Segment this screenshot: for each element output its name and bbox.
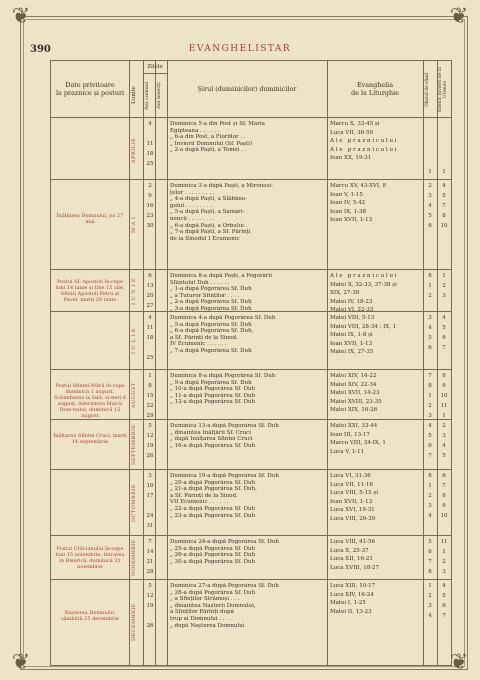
day-number: 25 xyxy=(146,160,154,167)
tone-number: 8 xyxy=(428,473,432,479)
sunday-name: trup ai Domnului . . . . xyxy=(170,616,232,622)
corner-ornament-icon: ❦ xyxy=(11,4,31,29)
gospel-reading: XIX, 27-30 xyxy=(330,290,360,297)
tone-number: 6 xyxy=(428,548,432,555)
month-label: AUGUST xyxy=(131,382,137,408)
day-number: 9 xyxy=(148,192,152,199)
resurrection-gospel-number: 5 xyxy=(442,592,446,599)
day-number: 15 xyxy=(146,392,154,399)
tone-number: 1 xyxy=(428,392,432,399)
resurrection-gospel-number: 5 xyxy=(442,192,446,199)
day-number: 4 xyxy=(148,121,152,127)
feast-note: Înălțarea Domnului, joi 27 mai xyxy=(56,213,124,225)
sunday-name: „ 3-a după Pogorârea Sf. Duh xyxy=(170,306,252,312)
sunday-name: „ 6-a după Pogorârea Sf. Duh, xyxy=(170,328,254,335)
day-number: 5 xyxy=(148,583,152,589)
gospel-reading: A l e p r a z n i c u l u i xyxy=(330,273,397,279)
day-number: 3 xyxy=(148,473,152,479)
tone-number: 5 xyxy=(428,539,432,545)
header-dates: Date privitoare la praznice și posturi xyxy=(55,81,125,97)
tone-number: 7 xyxy=(428,452,432,459)
resurrection-gospel-number: 5 xyxy=(442,324,446,331)
gospel-reading: Matei XIV, 22-34 xyxy=(330,381,377,388)
gospel-reading: Matei VIII, 5-13 xyxy=(330,315,375,321)
sunday-name: Duminica 3-a după Paști, a Mironosi- xyxy=(170,183,274,189)
sunday-name: VII Ecumenic . . . . . . xyxy=(170,499,229,506)
header-glasul: Glasul de rând xyxy=(425,72,430,108)
tone-number: 2 xyxy=(428,492,432,499)
gospel-reading: Marcu XV, 43-XVI, 8 xyxy=(330,183,387,189)
sunday-name: „ 5-a după Pogorârea Sf. Duh xyxy=(170,321,252,328)
month-label: I U N I E xyxy=(131,277,137,305)
feast-note: Înălțarea Sfintei Cruci, marți 14 septembrie xyxy=(53,433,127,445)
tone-number: 2 xyxy=(428,183,432,189)
resurrection-gospel-number: 7 xyxy=(442,482,446,489)
sunday-name: „ 10-a după Pogorârea Sf. Duh xyxy=(170,386,256,393)
gospel-reading: A l e p r a z n i c u l u i xyxy=(330,146,397,153)
day-number: 21 xyxy=(146,558,154,565)
tone-number: 5 xyxy=(428,432,432,439)
resurrection-gospel-number: 7 xyxy=(442,344,446,351)
gospel-reading: Luca VIII, 41-56 xyxy=(330,539,376,545)
sunday-name: „ 1-a după Pogorârea Sf. Duh xyxy=(170,286,252,293)
sunday-name: „ 7-a după Pogorârea Sf. Duh xyxy=(170,348,252,354)
sunday-name: „ 26-a după Pogorârea Sf. Duh xyxy=(170,552,256,559)
day-number: 25 xyxy=(146,354,154,361)
gospel-reading: Luca VI, 31-36 xyxy=(330,473,371,479)
tone-number: 4 xyxy=(428,324,432,331)
sunday-name: „ după Înălțarea Sfintei Cruci xyxy=(170,436,253,443)
resurrection-gospel-number: 4 xyxy=(442,442,446,449)
sunday-name: Duminica 13-a după Pogorârea Sf. Duh xyxy=(170,423,279,429)
sunday-name: Duminica 27-a după Pogorârea Sf. Duh xyxy=(170,583,279,589)
sunday-name: Egipteana . . . . . . xyxy=(170,127,220,134)
tone-number: 4 xyxy=(428,202,432,209)
day-number: 5 xyxy=(148,423,152,429)
resurrection-gospel-number: 9 xyxy=(442,502,446,509)
day-number: 28 xyxy=(146,568,154,575)
resurrection-gospel-number: 1 xyxy=(442,412,446,419)
sunday-name: „ 23-a după Pogorârea Sf. Duh xyxy=(170,512,256,519)
sunday-name: „ dinaintea Înălțării Sf. Cruci xyxy=(170,429,251,436)
sunday-name: „ 5-a după Paști, a Samari- xyxy=(170,209,245,216)
day-number: 19 xyxy=(146,602,154,609)
tone-number: 6 xyxy=(428,344,432,351)
tone-number: 6 xyxy=(428,442,432,449)
month-label: DECEMBRIE xyxy=(131,603,137,641)
day-number: 12 xyxy=(146,592,154,599)
gospel-reading: Ioan IX, 1-38 xyxy=(330,208,366,215)
resurrection-gospel-number: 8 xyxy=(442,373,446,379)
month-label: NOIEMBRIE xyxy=(131,539,137,577)
tone-number: 1 xyxy=(428,482,432,489)
sunday-name: Duminica 8-a după Paști, a Pogorârii xyxy=(170,273,273,279)
gospel-reading: Luca VII, 36-50 xyxy=(330,129,373,136)
resurrection-gospel-number: 4 xyxy=(442,583,446,589)
gospel-reading: Luca XIII, 10-17 xyxy=(330,583,376,589)
sunday-name: nencii . . . . . . . . xyxy=(170,216,215,222)
feast-note: Postul Sfinței-Mării în-cepe duminică 1 august. Schimbarea la față, vi-neri 6 august. Adormirea Maicii Dom-nului, duminică 15 august xyxy=(53,383,127,419)
gospel-reading: Ioan XVII, 1-13 xyxy=(330,498,373,505)
corner-ornament-icon: ❦ xyxy=(449,650,469,675)
resurrection-gospel-number: 2 xyxy=(442,558,446,565)
day-number: 18 xyxy=(146,334,154,341)
sunday-name: „ 2-a după Paști, a Tomei . . xyxy=(170,147,247,154)
sunday-name: a Sf. Părinți de la Sinod. xyxy=(170,334,238,341)
gospel-reading: Matei X, 32-33, 37-38 și xyxy=(330,281,397,288)
resurrection-gospel-number: 10 xyxy=(440,392,448,399)
resurrection-gospel-number: 6 xyxy=(442,473,446,479)
day-number: 27 xyxy=(146,302,154,309)
feast-note: Postul Crăciunului în-cepe luni 15 noiembrie. Intrarea în Biserică, duminică 21 noiembrie xyxy=(55,546,125,570)
resurrection-gospel-number: 4 xyxy=(442,183,446,189)
tone-number: 1 xyxy=(428,282,432,289)
sunday-name: „ 6-a din Post, a Floriilor . . xyxy=(170,134,246,141)
resurrection-gospel-number: 1 xyxy=(442,548,446,555)
gospel-reading: Luca XVIII, 18-27 xyxy=(330,564,380,571)
sunday-name: „ 25-a după Pogorârea Sf. Duh xyxy=(170,545,256,552)
day-number: 26 xyxy=(146,622,154,629)
sunday-name: de la Sinodul I Ecumenic xyxy=(170,235,240,242)
resurrection-gospel-number: 6 xyxy=(442,334,446,341)
gospel-reading: Matei XXI, 33-44 xyxy=(330,423,378,429)
header-evangheliile: Ebenic Învierii de la Utrenie xyxy=(438,67,448,113)
sunday-name: „ 4-a după Paști, a Slăbăno- xyxy=(170,196,247,203)
sunday-name: Duminica 5-a din Post și Sf. Maria xyxy=(170,121,265,127)
sunday-name: Duminica 4-a după Pogorârea Sf. Duh xyxy=(170,315,276,321)
gospel-reading: Luca VII, 11-16 xyxy=(330,481,373,488)
tone-number: 8 xyxy=(428,382,432,389)
gospel-reading: Luca VIII, 26-39 xyxy=(330,515,376,522)
gospel-reading: Matei XIX, 16-26 xyxy=(330,407,378,414)
tone-number: 1 xyxy=(428,169,432,175)
gospel-reading: Marcu X, 33-45 și xyxy=(330,121,380,127)
sunday-name: gului . . . . . . . . xyxy=(170,202,213,209)
gospel-reading: Luca XVI, 19-31 xyxy=(330,507,375,514)
day-number: 7 xyxy=(148,539,152,545)
day-number: 18 xyxy=(146,150,154,157)
tone-number: 3 xyxy=(428,502,432,509)
resurrection-gospel-number: 3 xyxy=(442,568,446,575)
gospel-reading: Luca X, 25-37 xyxy=(330,547,369,554)
sunday-name: „ 30-a după Pogorârea Sf. Duh xyxy=(170,558,256,565)
resurrection-gospel-number: 10 xyxy=(440,222,448,229)
resurrection-gospel-number: 1 xyxy=(442,169,446,175)
gospel-reading: Ioan III, 13-17 xyxy=(330,431,370,438)
gospel-reading: Luca V, 1-11 xyxy=(330,448,365,455)
sunday-name: „ Învierii Domnului (Sf. Paști) xyxy=(170,140,253,147)
sunday-name: „ 16-a după Pogorârea Sf. Duh xyxy=(170,442,256,449)
page-number: 390 xyxy=(30,44,51,55)
gospel-reading: Luca VIII, 5-15 și xyxy=(330,490,378,497)
day-number: 29 xyxy=(146,412,154,419)
month-label: SEPTEMBRIE xyxy=(131,424,137,466)
day-number: 1 xyxy=(148,373,152,379)
sunday-name: „ 2-a după Pogorârea Sf. Duh xyxy=(170,299,252,306)
resurrection-gospel-number: 10 xyxy=(440,512,448,519)
sunday-name: „ 12-a după Pogorârea Sf. Duh xyxy=(170,399,256,406)
sunday-name: „ după Nașterea Domnului xyxy=(170,622,245,629)
gospel-reading: Matei XIV, 14-22 xyxy=(330,373,377,379)
gospel-reading: Matei I, 1-25 xyxy=(330,600,366,607)
tone-number: 8 xyxy=(428,568,432,575)
resurrection-gospel-number: 7 xyxy=(442,202,446,209)
day-number: 30 xyxy=(146,222,154,229)
day-number: 26 xyxy=(146,452,154,459)
resurrection-gospel-number: 6 xyxy=(442,602,446,609)
gospel-reading: Matei XVII, 14-23 xyxy=(330,390,380,397)
resurrection-gospel-number: 5 xyxy=(442,452,446,459)
tone-number: 5 xyxy=(428,334,432,341)
gospel-reading: Matei VIII, 28-34 ; IX, 1 xyxy=(330,323,397,330)
calendar-table xyxy=(50,60,452,666)
month-label: M A I xyxy=(131,216,137,234)
tone-number: 3 xyxy=(428,192,432,199)
gospel-reading: Matei IV, 18-23 xyxy=(330,298,373,305)
corner-ornament-icon: ❦ xyxy=(11,650,31,675)
tone-number: 3 xyxy=(428,602,432,609)
sunday-name: „ dinaintea Nașterii Domnului, xyxy=(170,602,256,609)
tone-number: 4 xyxy=(428,512,432,519)
running-title: EVANGHELISTAR xyxy=(188,44,292,54)
sunday-name: IV Ecumenic . . . . . . xyxy=(170,341,227,348)
tone-number: 2 xyxy=(428,592,432,599)
tone-number: 8 xyxy=(428,273,432,279)
resurrection-gospel-number: 7 xyxy=(442,612,446,619)
day-number: 2 xyxy=(148,183,152,189)
day-number: 11 xyxy=(146,324,154,331)
day-number: 23 xyxy=(146,212,154,219)
gospel-reading: A l e p r a z n i c u l u i xyxy=(330,138,397,145)
sunday-name: „ 21-a după Pogorârea Sf. Duh, xyxy=(170,486,257,493)
header-ani-bisecti: Ani bisecți xyxy=(156,82,162,110)
day-number: 13 xyxy=(146,282,154,289)
gospel-reading: Luca XII, 16-21 xyxy=(330,556,373,563)
day-number: 11 xyxy=(146,140,154,147)
resurrection-gospel-number: 11 xyxy=(440,402,448,409)
sunday-name: „ 9-a după Pogorârea Sf. Duh xyxy=(170,379,252,386)
day-number: 19 xyxy=(146,442,154,449)
gospel-reading: Ioan XX, 19-31 xyxy=(330,155,372,162)
gospel-reading: Marcu VIII, 34-IX, 1 xyxy=(330,440,386,447)
resurrection-gospel-number: 11 xyxy=(440,539,448,545)
tone-number: 4 xyxy=(428,612,432,619)
corner-ornament-icon: ❦ xyxy=(449,4,469,29)
sunday-name: „ 28-a după Pogorârea Sf. Duh xyxy=(170,589,256,596)
tone-number: 2 xyxy=(428,402,432,409)
sunday-name: Duminica 8-a după Pogorârea Sf. Duh xyxy=(170,373,276,379)
gospel-reading: Matei IX, 1-8 și xyxy=(330,332,373,339)
tone-number: 3 xyxy=(428,315,432,321)
sunday-name: a Sf. Părinți de la Sinod. xyxy=(170,492,238,499)
day-number: 20 xyxy=(146,292,154,299)
day-number: 4 xyxy=(148,315,152,321)
sunday-name: Duminica 19-a după Pogorârea Sf. Duh xyxy=(170,473,279,479)
header-ani-comuni: Ani comuni xyxy=(144,81,150,111)
tone-number: 1 xyxy=(428,583,432,589)
header-lunile: Lunile xyxy=(131,86,137,104)
tone-number: 7 xyxy=(428,558,432,565)
tone-number: 2 xyxy=(428,292,432,299)
gospel-reading: Ioan XVII, 1-13 xyxy=(330,340,373,347)
resurrection-gospel-number: 8 xyxy=(442,492,446,499)
sunday-name: țelor . . . . . . . . . xyxy=(170,189,215,196)
resurrection-gospel-number: 4 xyxy=(442,315,446,321)
resurrection-gospel-number: 9 xyxy=(442,382,446,389)
sunday-name: „ a Sfinților Strămoși . . . xyxy=(170,596,240,603)
gospel-reading: Matei II, 13-23 xyxy=(330,608,372,615)
tone-number: 5 xyxy=(428,212,432,219)
tone-number: 4 xyxy=(428,423,432,429)
day-number: 17 xyxy=(146,492,154,499)
resurrection-gospel-number: 2 xyxy=(442,423,446,429)
tone-number: 7 xyxy=(428,373,432,379)
day-number: 8 xyxy=(148,382,152,389)
month-label: APRILIE xyxy=(131,137,137,163)
month-label: I U L I E xyxy=(131,328,137,354)
sunday-name: a Sfinților Părinți după xyxy=(170,609,234,616)
sunday-name: „ a Tuturor Sfinților . . . . xyxy=(170,292,240,299)
tone-number: 3 xyxy=(428,412,432,419)
day-number: 12 xyxy=(146,432,154,439)
day-number: 14 xyxy=(146,548,154,555)
day-number: 24 xyxy=(146,512,154,519)
feast-note: Nașterea Domnului, sâmbătă 25 decembrie xyxy=(61,610,119,622)
resurrection-gospel-number: 3 xyxy=(442,432,446,439)
header-evanghelia: Evanghelia de la Liturghie xyxy=(351,81,399,97)
tone-number: 6 xyxy=(428,222,432,229)
header-sirul: Șirul (duminicilor) duminicilor xyxy=(197,85,297,93)
gospel-reading: Ioan V, 1-15 xyxy=(330,191,363,198)
gospel-reading: Luca XIV, 16-24 xyxy=(330,591,374,598)
header-zilele: Zilele xyxy=(147,64,163,70)
gospel-reading: Matei VI, 22-33 xyxy=(330,307,374,314)
sunday-name: „ 7-a după Paști, a Sf. Părinți xyxy=(170,229,251,236)
resurrection-gospel-number: 8 xyxy=(442,212,446,219)
day-number: 22 xyxy=(146,402,154,409)
day-number: 16 xyxy=(146,202,154,209)
day-number: 6 xyxy=(148,273,152,279)
sunday-name: „ 20-a după Pogorârea Sf. Duh xyxy=(170,479,256,486)
month-label: OCTOMBRIE xyxy=(131,483,137,523)
resurrection-gospel-number: 3 xyxy=(442,292,446,299)
sunday-name: Duminica 24-a după Pogorârea Sf. Duh xyxy=(170,539,279,545)
gospel-reading: Matei IX, 27-35 xyxy=(330,349,374,356)
resurrection-gospel-number: 2 xyxy=(442,282,446,289)
day-number: 10 xyxy=(146,482,154,489)
sunday-name: „ 11-a după Pogorârea Sf. Duh xyxy=(170,392,256,399)
resurrection-gospel-number: 1 xyxy=(442,273,446,279)
sunday-name: „ 22-a după Pogorârea Sf. Duh xyxy=(170,506,256,512)
gospel-reading: Ioan XVII, 1-13 xyxy=(330,217,373,224)
day-number: 31 xyxy=(146,522,154,529)
sunday-name: Sfântului Duh . . . . . . xyxy=(170,279,230,286)
gospel-reading: Matei XVIII, 23-35 xyxy=(330,398,382,405)
sunday-name: „ 6-a după Paști, a Orbului . xyxy=(170,222,248,229)
gospel-reading: Ioan IV, 5-42 xyxy=(330,200,366,207)
feast-note: Postul Sf. Apostoli în-cepe luni 14 iunie și ține 15 zile. Sfinții Apostoli Petru și Pavel, marți 29 iunie xyxy=(55,279,125,303)
